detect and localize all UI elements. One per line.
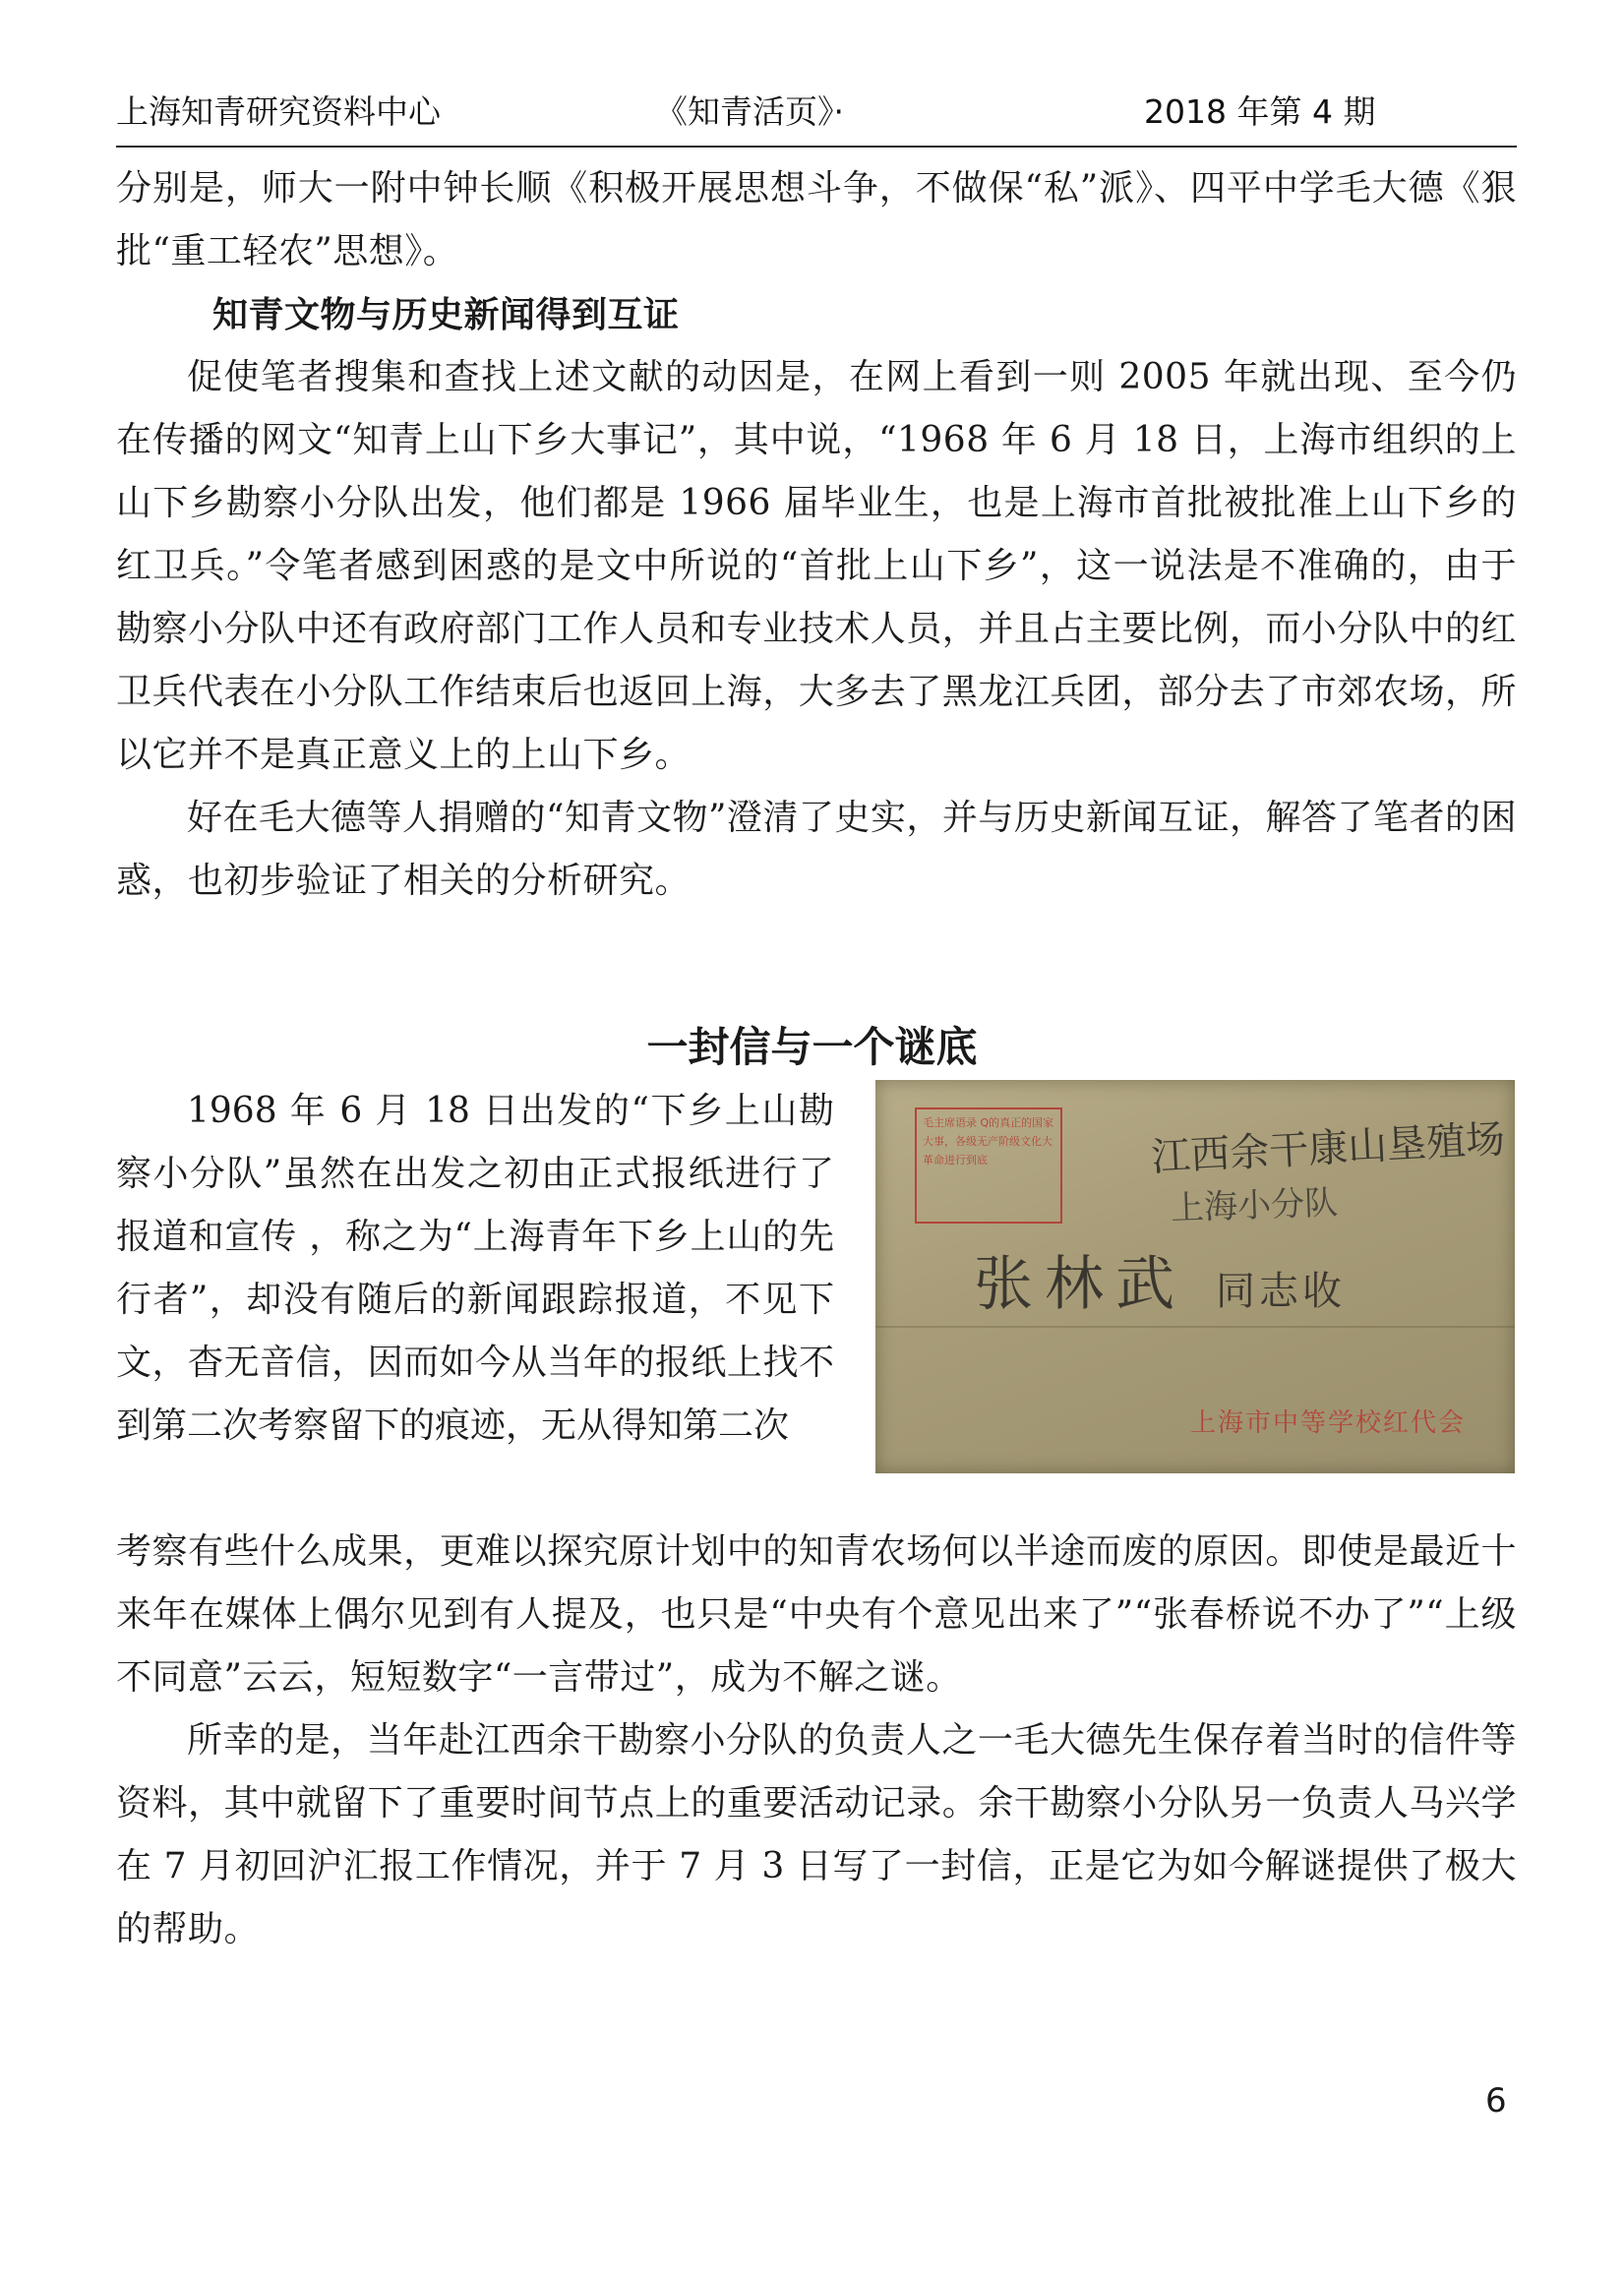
float-text-block bbox=[116, 1080, 834, 1458]
top-section bbox=[116, 157, 1517, 913]
envelope-recipient-suffix: 同志收 bbox=[1216, 1269, 1346, 1314]
header-organization: 上海知青研究资料中心 bbox=[116, 92, 441, 131]
paragraph-conclusion: 好在毛大德等人捐赠的“知青文物”澄清了史实，并与历史新闻互证，解答了笔者的困惑，也初步验证了相关的分析研究。 bbox=[116, 798, 1517, 901]
paragraph-motivation: 促使笔者搜集和查找上述文献的动因是，在网上看到一则 2005 年就出现、至今仍在传播的网文“知青上山下乡大事记”，其中说，“1968 年 6 月 18 日，上海市组织的上山下乡勘察小分队出发，他们都是 1966 届毕业生，也是上海市首批被批准上山下乡的红卫兵。”令笔者感到困惑的是文中所说的“首批上山下乡”，这一说法是不准确的，由于勘察小分队中还有政府部门工作人员和专业技术人员，并且占主要比例，而小分队中的红卫兵代表在小分队工作结束后也返回上海，大多去了黑龙江兵团，部分去了市郊农场，所以它并不是真正意义上的上山下乡。 bbox=[116, 357, 1517, 775]
continued-paragraph: 分别是，师大一附中钟长顺《积极开展思想斗争，不做保“私”派》、四平中学毛大德《狠批“重工轻农”思想》。 bbox=[116, 168, 1517, 271]
envelope-recipient-name: 张林武 bbox=[974, 1250, 1186, 1319]
header-issue: 2018 年第 4 期 bbox=[1144, 92, 1376, 131]
header-publication: 《知青活页》· bbox=[655, 92, 844, 131]
envelope-address-line2: 上海小分队 bbox=[1170, 1183, 1339, 1228]
paragraph-mystery: 考察有些什么成果，更难以探究原计划中的知青农场何以半途而废的原因。即使是最近十来年在媒体上偶尔见到有人提及，也只是“中央有个意见出来了”“张春桥说不办了”“上级不同意”云云，短短数字“一言带过”，成为不解之谜。 bbox=[116, 1531, 1517, 1698]
paragraph-resolution: 所幸的是，当年赴江西余干勘察小分队的负责人之一毛大德先生保存着当时的信件等资料，其中就留下了重要时间节点上的重要活动记录。余干勘察小分队另一负责人马兴学在 7 月初回沪汇报工作情况，并于 7 月 3 日写了一封信，正是它为如今解谜提供了极大的帮助。 bbox=[116, 1720, 1517, 1949]
envelope-recipient bbox=[974, 1237, 1346, 1322]
envelope-sender: 上海市中等学校红代会 bbox=[1190, 1408, 1467, 1438]
envelope-address-line1: 江西余干康山垦殖场 bbox=[1150, 1116, 1507, 1181]
envelope-photo bbox=[875, 1080, 1515, 1473]
page-header bbox=[116, 87, 1517, 130]
envelope-fold bbox=[875, 1326, 1515, 1328]
paragraph-letter-intro: 1968 年 6 月 18 日出发的“下乡上山勘察小分队”虽然在出发之初由正式报纸进行了报道和宣传 ，称之为“上海青年下乡上山的先行者”，却没有随后的新闻跟踪报道，不见下文，杳无音信，因而如今从当年的报纸上找不到第二次考察留下的痕迹，无从得知第二次 bbox=[116, 1091, 834, 1446]
page-number: 6 bbox=[1485, 2081, 1507, 2121]
subheading: 知青文物与历史新闻得到互证 bbox=[212, 294, 680, 335]
envelope-stamp: 毛主席语录 Q的真正的国家大事，各级无产阶级文化大革命进行到底 bbox=[915, 1107, 1062, 1224]
bottom-section bbox=[116, 1521, 1517, 1961]
section-title: 一封信与一个谜底 bbox=[646, 1023, 978, 1071]
header-rule bbox=[116, 146, 1517, 148]
